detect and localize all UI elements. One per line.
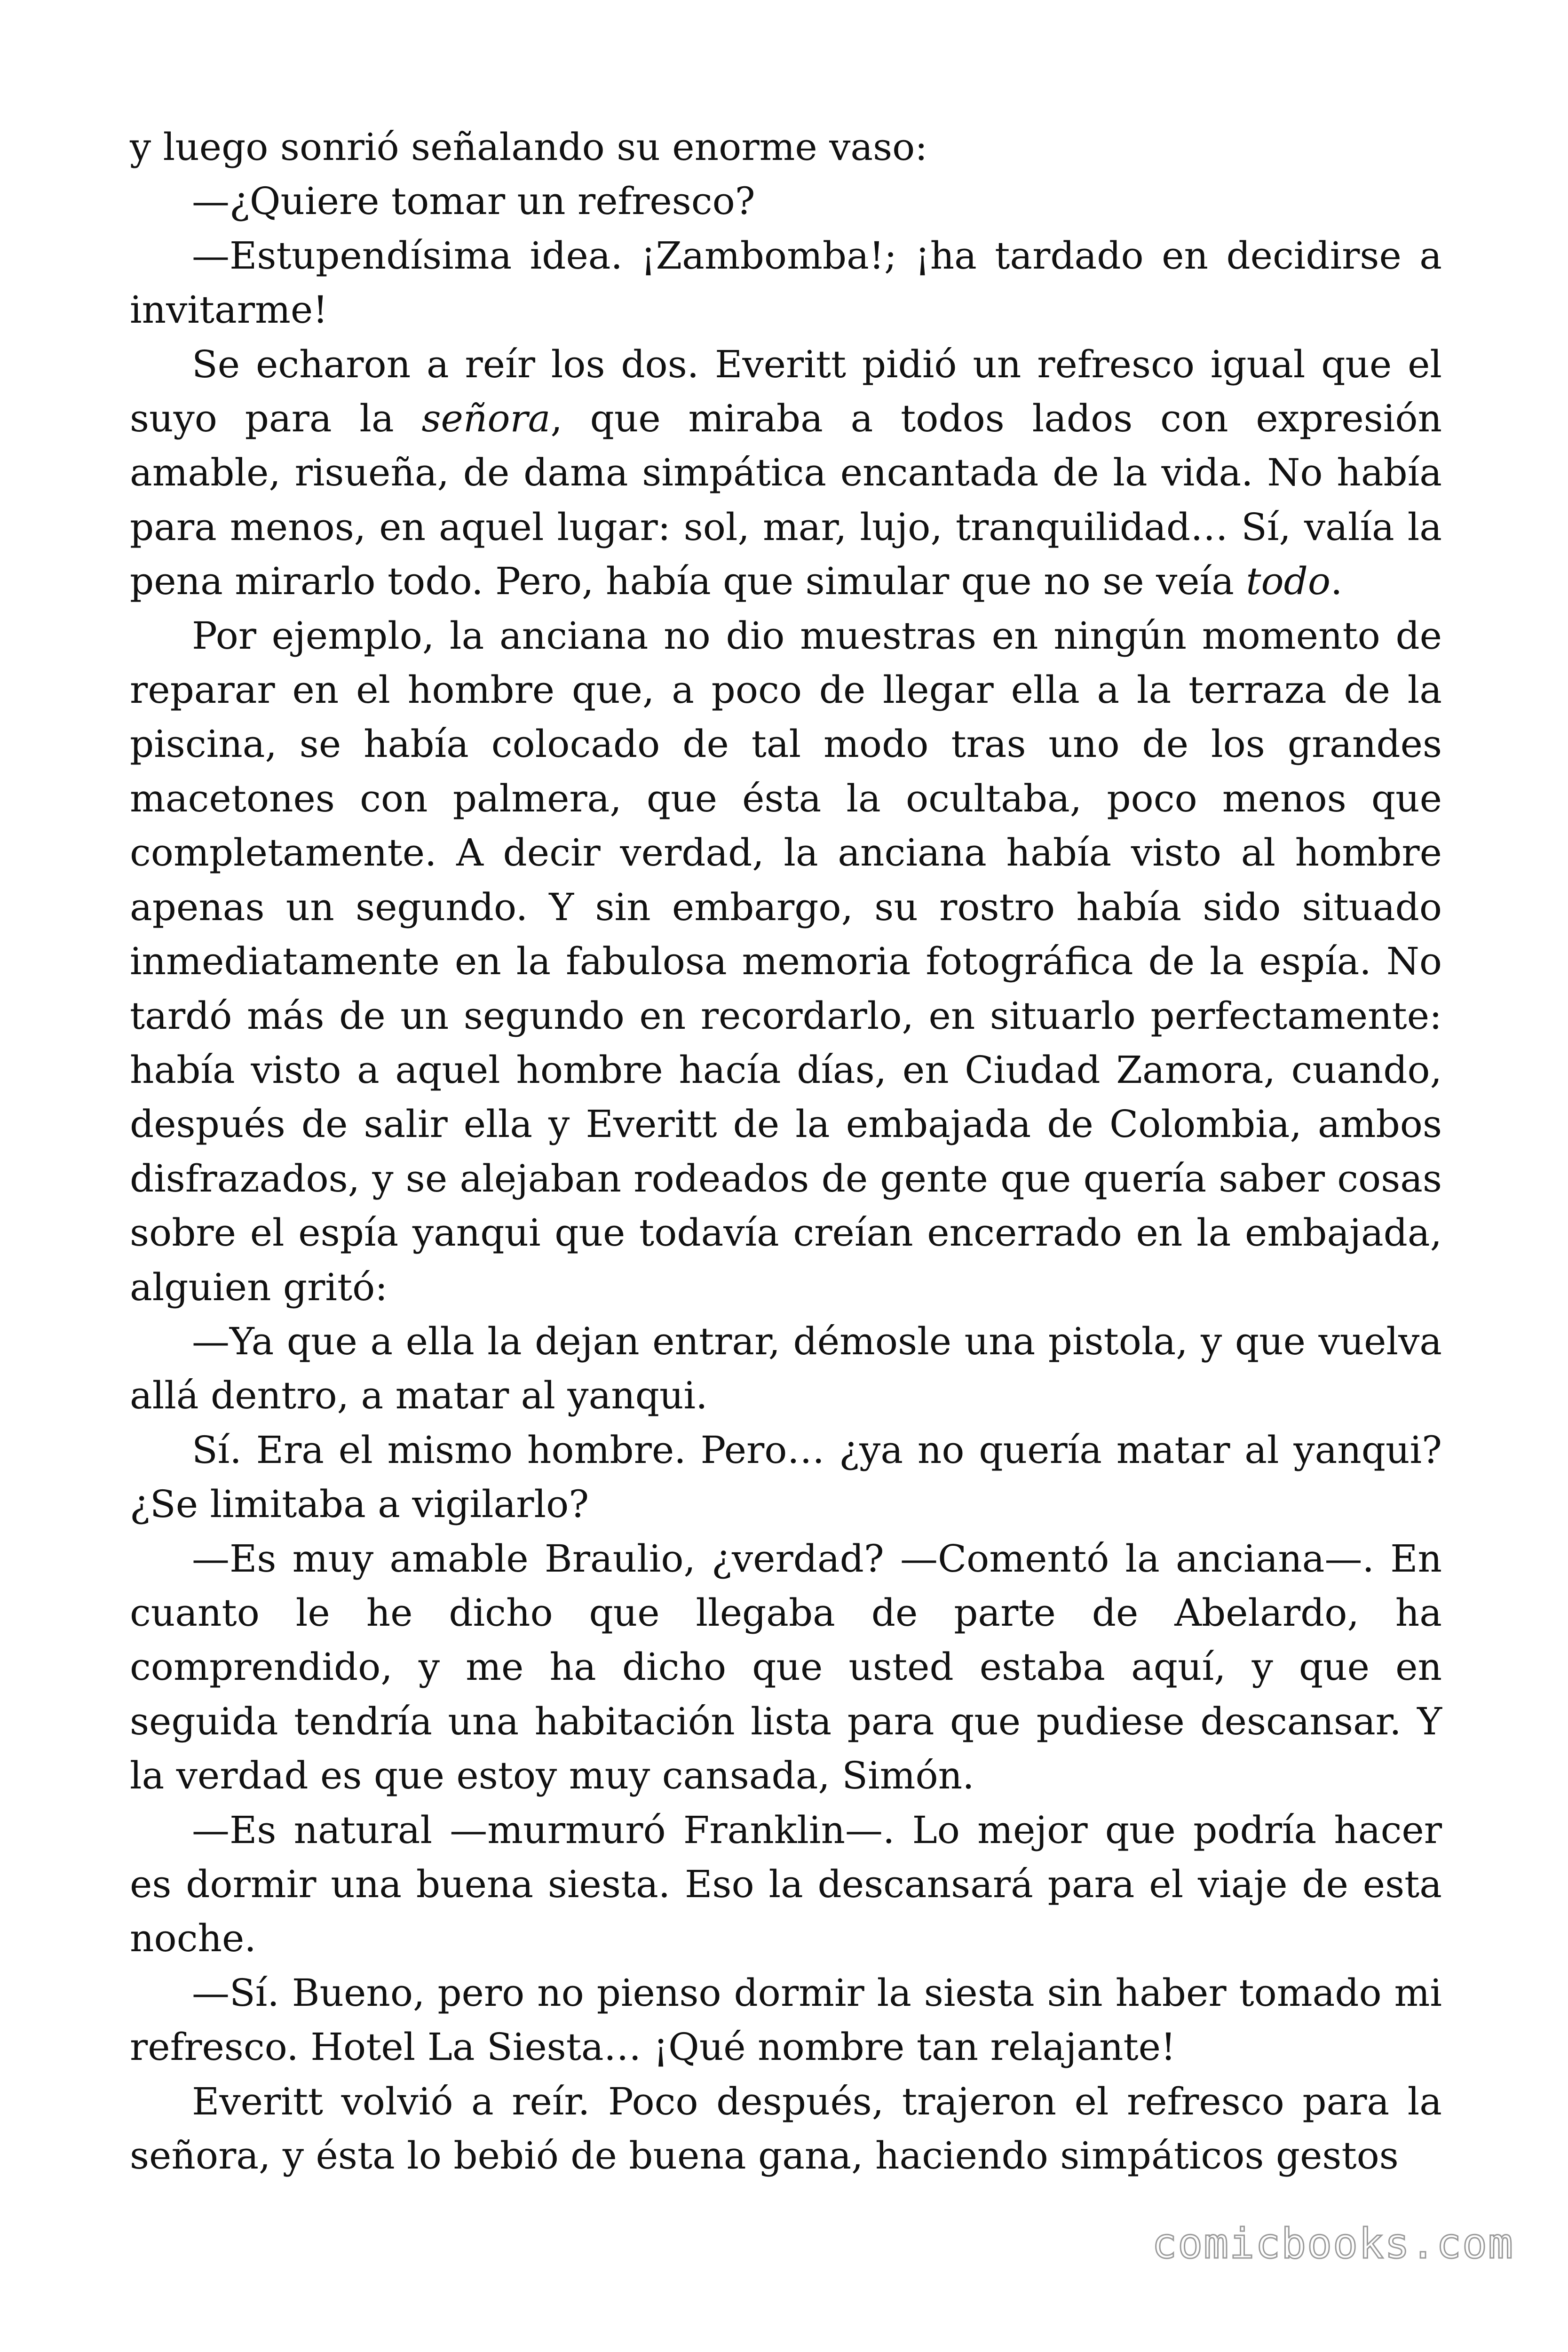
italic-text: todo	[1246, 559, 1331, 604]
text-run: Se echaron a reír los dos. Everitt pidió un refresco igual que el suyo para la	[130, 342, 1442, 441]
paragraph	[130, 609, 1442, 1314]
paragraph	[130, 1314, 1442, 1423]
text-run: —Estupendísima idea. ¡Zambomba!; ¡ha tardado en decidirse a invitarme!	[130, 233, 1442, 332]
watermark: comicbooks.com	[1152, 2219, 1514, 2268]
italic-text: señora	[421, 397, 551, 441]
paragraph	[130, 1423, 1442, 1532]
paragraph	[130, 174, 1442, 228]
paragraph	[130, 337, 1442, 609]
text-run: , que miraba a todos lados con expresión amable, risueña, de dama simpática encantada de la vida. No había para menos, en aquel lugar: sol, mar, lujo, tranquilidad… Sí, valía la pena mirarlo todo. Pero, había que simular que no se veía	[130, 397, 1442, 604]
text-run: y luego sonrió señalando su enorme vaso:	[130, 125, 928, 169]
paragraph	[130, 1966, 1442, 2074]
body-text	[130, 120, 1442, 2183]
text-run: —Es muy amable Braulio, ¿verdad? —Comentó la anciana—. En cuanto le he dicho que llegaba de parte de Abelardo, ha comprendido, y me ha dicho que usted estaba aquí, y que en seguida tendría una habitación lista para que pudiese descansar. Y la verdad es que estoy muy cansada, Simón.	[130, 1536, 1442, 1798]
text-run: Por ejemplo, la anciana no dio muestras en ningún momento de reparar en el hombre que, a poco de llegar ella a la terraza de la piscina, se había colocado de tal modo tras uno de los grandes macetones con palmera, que ésta la ocultaba, poco menos que completamente. A decir verdad, la anciana había visto al hombre apenas un segundo. Y sin embargo, su rostro había sido situado inmediatamente en la fabulosa memoria fotográfica de la espía. No tardó más de un segundo en recordarlo, en situarlo perfectamente: había visto a aquel hombre hacía días, en Ciudad Zamora, cuando, después de salir ella y Everitt de la embajada de Colombia, ambos disfrazados, y se alejaban rodeados de gente que quería saber cosas sobre el espía yanqui que todavía creían encerrado en la embajada, alguien gritó:	[130, 613, 1442, 1309]
text-run: —Es natural —murmuró Franklin—. Lo mejor que podría hacer es dormir una buena siesta. Eso la descansará para el viaje de esta noche.	[130, 1808, 1442, 1961]
text-run: —Sí. Bueno, pero no pienso dormir la siesta sin haber tomado mi refresco. Hotel La Siesta… ¡Qué nombre tan relajante!	[130, 1971, 1442, 2069]
text-run: Sí. Era el mismo hombre. Pero… ¿ya no quería matar al yanqui? ¿Se limitaba a vigilarlo?	[130, 1428, 1442, 1526]
paragraph	[130, 120, 1442, 174]
text-run: —¿Quiere tomar un refresco?	[192, 179, 755, 223]
text-run: Everitt volvió a reír. Poco después, trajeron el refresco para la señora, y ésta lo bebió de buena gana, haciendo simpáticos gestos	[130, 2079, 1442, 2178]
paragraph	[130, 2074, 1442, 2183]
text-run: .	[1330, 559, 1343, 604]
paragraph	[130, 1803, 1442, 1966]
text-run: —Ya que a ella la dejan entrar, démosle una pistola, y que vuelva allá dentro, a matar al yanqui.	[130, 1319, 1442, 1418]
paragraph	[130, 229, 1442, 337]
paragraph	[130, 1532, 1442, 1803]
